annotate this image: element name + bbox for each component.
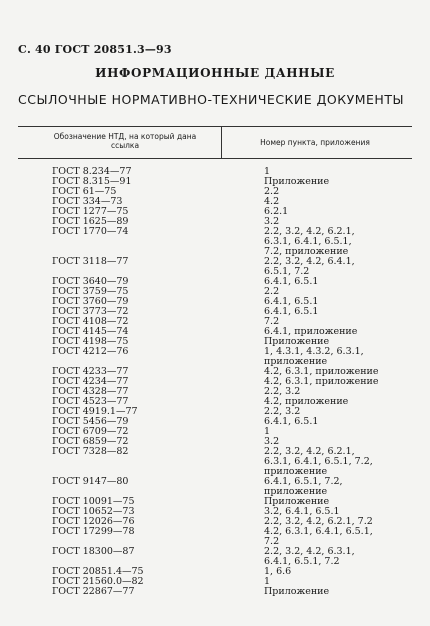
clause-line: приложение: [264, 356, 328, 367]
clause-numbers: [222, 417, 412, 427]
clause-line: 2.2, 3.2, 4.2, 6.2.1, 7.2: [264, 516, 373, 527]
clause-line: Приложение: [264, 496, 330, 507]
clause-numbers: [222, 567, 412, 577]
document-designation: ГОСТ 3759—75: [52, 286, 129, 297]
clause-line: 7.2: [264, 536, 280, 547]
document-designation: ГОСТ 9147—80: [52, 476, 129, 487]
clause-line: 2.2, 3.2, 4.2, 6.4.1,: [264, 256, 355, 267]
document-designation: ГОСТ 6709—72: [52, 426, 129, 437]
document-designation: ГОСТ 334—73: [52, 196, 123, 207]
clause-line: приложение: [264, 466, 328, 477]
clause-line: 4.2: [264, 196, 280, 207]
document-designation: ГОСТ 7328—82: [52, 446, 129, 457]
clause-numbers: [222, 197, 412, 207]
clause-numbers: [222, 347, 412, 367]
clause-line: 6.4.1, 6.5.1: [264, 276, 319, 287]
document-designation: ГОСТ 8.315—91: [52, 176, 132, 187]
table-row: [0, 227, 430, 257]
clause-numbers: [222, 527, 412, 547]
document-designation: ГОСТ 4198—75: [52, 336, 129, 347]
clause-line: 6.5.1, 7.2: [264, 266, 310, 277]
document-designation: ГОСТ 22867—77: [52, 586, 135, 597]
clause-line: 1: [264, 166, 271, 177]
clause-line: 6.3.1, 6.4.1, 6.5.1,: [264, 236, 352, 247]
clause-line: 6.3.1, 6.4.1, 6.5.1, 7.2,: [264, 456, 373, 467]
table-row: [0, 257, 430, 277]
document-designation: ГОСТ 10652—73: [52, 506, 135, 517]
clause-line: 2.2, 3.2, 4.2, 6.2.1,: [264, 226, 355, 237]
table-row: [0, 547, 430, 567]
clause-line: 2.2, 3.2, 4.2, 6.3.1,: [264, 546, 355, 557]
clause-numbers: [222, 587, 412, 597]
header-column-divider: [221, 126, 222, 158]
clause-line: 1, 4.3.1, 4.3.2, 6.3.1,: [264, 346, 364, 357]
document-designation: ГОСТ 21560.0—82: [52, 576, 144, 587]
clause-line: 6.2.1: [264, 206, 289, 217]
document-designation: ГОСТ 8.234—77: [52, 166, 132, 177]
column-header-document: Обозначение НТД, на который дана ссылка: [53, 132, 197, 150]
document-designation: ГОСТ 18300—87: [52, 546, 135, 557]
clause-line: Приложение: [264, 176, 330, 187]
clause-line: 1, 6.6: [264, 566, 292, 577]
document-designation: ГОСТ 61—75: [52, 186, 117, 197]
document-designation: ГОСТ 1770—74: [52, 226, 129, 237]
document-designation: ГОСТ 10091—75: [52, 496, 135, 507]
clause-line: 2.2, 3.2, 4.2, 6.2.1,: [264, 446, 355, 457]
clause-numbers: [222, 427, 412, 437]
clause-line: 6.4.1, 6.5.1: [264, 306, 319, 317]
clause-line: 2.2: [264, 186, 280, 197]
document-designation: ГОСТ 1277—75: [52, 206, 129, 217]
document-designation: ГОСТ 4523—77: [52, 396, 129, 407]
table-top-rule: [18, 126, 412, 127]
section-title: ИНФОРМАЦИОННЫЕ ДАННЫЕ: [95, 66, 335, 80]
table-row: [0, 587, 430, 597]
clause-line: Приложение: [264, 586, 330, 597]
clause-line: 2.2, 3.2: [264, 406, 301, 417]
clause-line: 3.2: [264, 216, 280, 227]
clause-numbers: [222, 307, 412, 317]
document-designation: ГОСТ 6859—72: [52, 436, 129, 447]
clause-numbers: [222, 187, 412, 197]
document-designation: ГОСТ 17299—78: [52, 526, 135, 537]
document-designation: ГОСТ 4234—77: [52, 376, 129, 387]
clause-line: 3.2: [264, 436, 280, 447]
clause-line: 7.2, приложение: [264, 246, 349, 257]
clause-line: Приложение: [264, 336, 330, 347]
document-designation: ГОСТ 4233—77: [52, 366, 129, 377]
clause-numbers: [222, 177, 412, 187]
clause-line: 1: [264, 426, 271, 437]
clause-line: 4.2, 6.3.1, 6.4.1, 6.5.1,: [264, 526, 373, 537]
document-designation: ГОСТ 4108—72: [52, 316, 129, 327]
clause-line: 6.4.1, 6.5.1, 7.2: [264, 556, 340, 567]
column-header-clause: Номер пункта, приложения: [260, 138, 370, 147]
document-designation: ГОСТ 4212—76: [52, 346, 129, 357]
clause-line: 4.2, 6.3.1, приложение: [264, 376, 379, 387]
table-row: [0, 527, 430, 547]
reference-table-body: [0, 167, 430, 597]
document-designation: ГОСТ 3760—79: [52, 296, 129, 307]
document-designation: ГОСТ 3118—77: [52, 256, 129, 267]
table-row: [0, 347, 430, 367]
clause-line: 1: [264, 576, 271, 587]
clause-numbers: [222, 447, 412, 477]
clause-line: 4.2, 6.3.1, приложение: [264, 366, 379, 377]
clause-numbers: [222, 397, 412, 407]
clause-line: 6.4.1, 6.5.1: [264, 296, 319, 307]
table-row: [0, 447, 430, 477]
document-designation: ГОСТ 20851.4—75: [52, 566, 144, 577]
clause-numbers: [222, 257, 412, 277]
clause-numbers: [222, 477, 412, 497]
clause-numbers: [222, 277, 412, 287]
document-designation: ГОСТ 4919.1—77: [52, 406, 138, 417]
document-designation: ГОСТ 1625—89: [52, 216, 129, 227]
clause-numbers: [222, 547, 412, 567]
clause-line: 3.2, 6.4.1, 6.5.1: [264, 506, 340, 517]
clause-line: 6.4.1, 6.5.1, 7.2,: [264, 476, 343, 487]
table-header-rule: [18, 158, 412, 159]
document-designation: ГОСТ 12026—76: [52, 516, 135, 527]
document-designation: ГОСТ 3773—72: [52, 306, 129, 317]
clause-line: 2.2, 3.2: [264, 386, 301, 397]
clause-line: приложение: [264, 486, 328, 497]
table-row: [0, 477, 430, 497]
document-designation: ГОСТ 5456—79: [52, 416, 129, 427]
clause-line: 7.2: [264, 316, 280, 327]
clause-numbers: [222, 377, 412, 387]
section-subtitle: ССЫЛОЧНЫЕ НОРМАТИВНО-ТЕХНИЧЕСКИЕ ДОКУМЕНТЫ: [18, 92, 404, 107]
clause-line: 4.2, приложение: [264, 396, 349, 407]
clause-line: 2.2: [264, 286, 280, 297]
clause-numbers: [222, 227, 412, 257]
clause-line: 6.4.1, приложение: [264, 326, 358, 337]
clause-line: 6.4.1, 6.5.1: [264, 416, 319, 427]
document-designation: ГОСТ 4328—77: [52, 386, 129, 397]
document-designation: ГОСТ 4145—74: [52, 326, 129, 337]
document-designation: ГОСТ 3640—79: [52, 276, 129, 287]
page-header: С. 40 ГОСТ 20851.3—93: [18, 43, 172, 56]
clause-numbers: [222, 207, 412, 217]
